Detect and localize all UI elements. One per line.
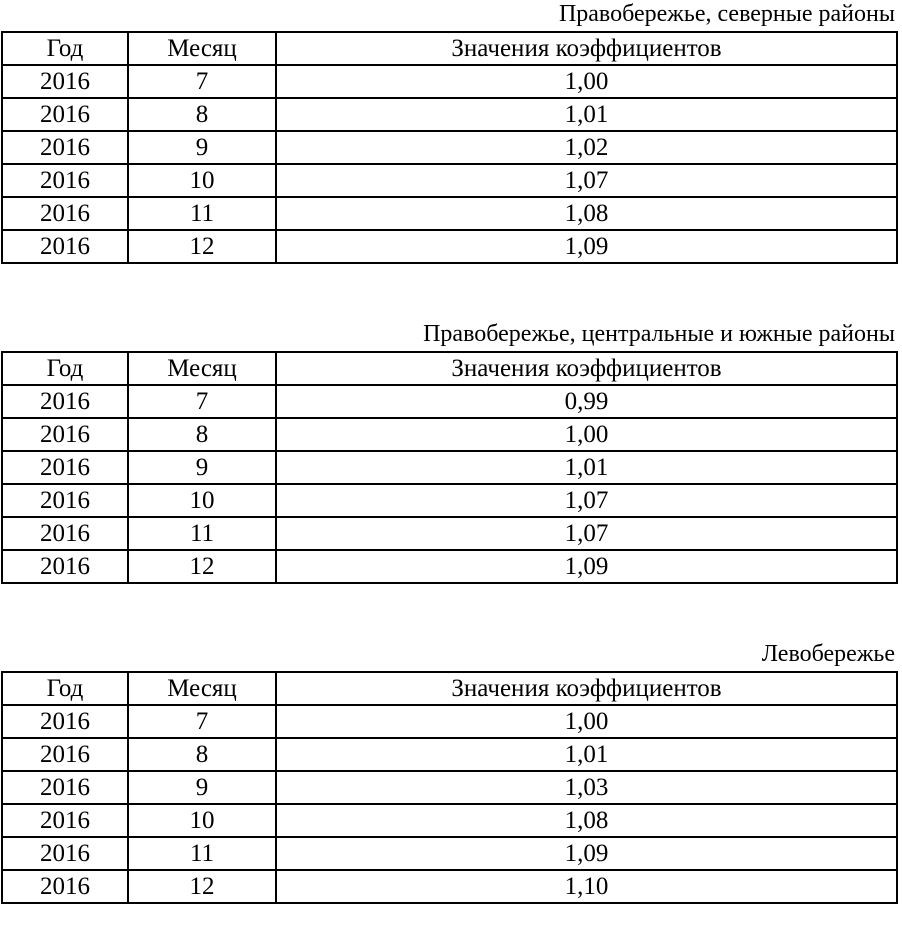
cell-value: 1,00	[276, 705, 897, 738]
table-header-row	[2, 352, 897, 385]
header-month: Месяц	[128, 352, 276, 385]
table-row	[2, 131, 897, 164]
table-row	[2, 418, 897, 451]
cell-year: 2016	[2, 517, 128, 550]
table-row	[2, 804, 897, 837]
header-value: Значения коэффициентов	[276, 672, 897, 705]
cell-value: 1,09	[276, 550, 897, 583]
coefficient-table	[1, 31, 898, 264]
table-row	[2, 164, 897, 197]
table-caption: Правобережье, северные районы	[558, 1, 895, 27]
table-header-row	[2, 672, 897, 705]
cell-year: 2016	[2, 705, 128, 738]
table-row	[2, 550, 897, 583]
cell-year: 2016	[2, 164, 128, 197]
cell-month: 12	[128, 550, 276, 583]
cell-year: 2016	[2, 197, 128, 230]
header-year: Год	[2, 32, 128, 65]
table-row	[2, 65, 897, 98]
cell-value: 1,07	[276, 484, 897, 517]
cell-month: 7	[128, 385, 276, 418]
table-row	[2, 870, 897, 903]
cell-month: 7	[128, 705, 276, 738]
header-month: Месяц	[128, 672, 276, 705]
cell-month: 11	[128, 197, 276, 230]
cell-month: 10	[128, 164, 276, 197]
cell-year: 2016	[2, 738, 128, 771]
cell-value: 1,01	[276, 98, 897, 131]
header-month: Месяц	[128, 32, 276, 65]
cell-value: 1,09	[276, 837, 897, 870]
cell-month: 12	[128, 870, 276, 903]
cell-month: 8	[128, 738, 276, 771]
table-row	[2, 197, 897, 230]
cell-year: 2016	[2, 550, 128, 583]
cell-value: 1,03	[276, 771, 897, 804]
cell-value: 1,00	[276, 418, 897, 451]
cell-year: 2016	[2, 385, 128, 418]
cell-month: 11	[128, 837, 276, 870]
cell-month: 10	[128, 804, 276, 837]
cell-value: 1,07	[276, 517, 897, 550]
table-caption: Левобережье	[761, 641, 895, 667]
cell-year: 2016	[2, 131, 128, 164]
cell-month: 11	[128, 517, 276, 550]
table-row	[2, 98, 897, 131]
cell-month: 8	[128, 418, 276, 451]
cell-year: 2016	[2, 98, 128, 131]
header-year: Год	[2, 352, 128, 385]
cell-year: 2016	[2, 870, 128, 903]
cell-value: 1,07	[276, 164, 897, 197]
header-value: Значения коэффициентов	[276, 352, 897, 385]
cell-year: 2016	[2, 771, 128, 804]
coefficient-section-central-south	[0, 320, 899, 610]
cell-month: 8	[128, 98, 276, 131]
coefficient-table	[1, 671, 898, 904]
cell-year: 2016	[2, 804, 128, 837]
cell-value: 1,02	[276, 131, 897, 164]
cell-value: 1,08	[276, 197, 897, 230]
cell-year: 2016	[2, 451, 128, 484]
coefficient-table	[1, 351, 898, 584]
table-row	[2, 484, 897, 517]
cell-year: 2016	[2, 484, 128, 517]
table-row	[2, 705, 897, 738]
cell-value: 1,01	[276, 738, 897, 771]
cell-year: 2016	[2, 837, 128, 870]
coefficient-section-left-bank	[0, 640, 899, 925]
table-header-row	[2, 32, 897, 65]
cell-value: 1,08	[276, 804, 897, 837]
cell-year: 2016	[2, 418, 128, 451]
coefficient-section-north	[0, 0, 899, 290]
cell-value: 0,99	[276, 385, 897, 418]
table-row	[2, 385, 897, 418]
cell-month: 9	[128, 131, 276, 164]
table-caption: Правобережье, центральные и южные районы	[423, 321, 895, 347]
cell-value: 1,00	[276, 65, 897, 98]
cell-month: 7	[128, 65, 276, 98]
cell-year: 2016	[2, 230, 128, 263]
cell-month: 9	[128, 771, 276, 804]
table-row	[2, 230, 897, 263]
table-row	[2, 517, 897, 550]
table-row	[2, 837, 897, 870]
cell-value: 1,01	[276, 451, 897, 484]
table-row	[2, 738, 897, 771]
cell-year: 2016	[2, 65, 128, 98]
cell-value: 1,10	[276, 870, 897, 903]
header-value: Значения коэффициентов	[276, 32, 897, 65]
table-row	[2, 451, 897, 484]
cell-value: 1,09	[276, 230, 897, 263]
cell-month: 12	[128, 230, 276, 263]
header-year: Год	[2, 672, 128, 705]
table-row	[2, 771, 897, 804]
cell-month: 10	[128, 484, 276, 517]
cell-month: 9	[128, 451, 276, 484]
